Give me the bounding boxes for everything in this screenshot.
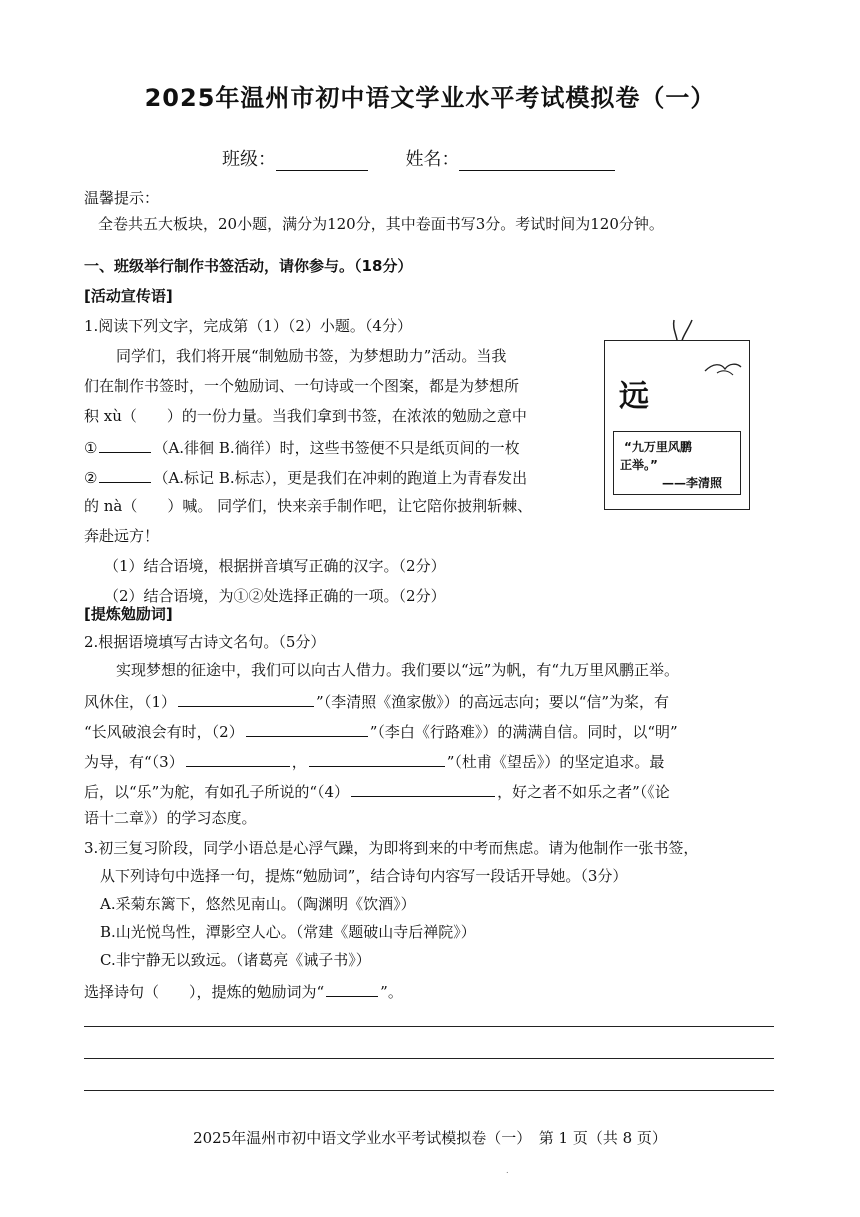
part2-label: [提炼勉励词] [84, 605, 173, 623]
tips-body: 全卷共五大板块，20小题，满分为120分，其中卷面书写3分。考试时间为120分钟。 [98, 215, 664, 233]
bookmark-card [604, 340, 750, 510]
q2-line-4-c: ”（杜甫《望岳》）的坚定追求。最 [446, 753, 665, 771]
q2-line-2-b: ”（李清照《渔家傲》）的高远志向；要以“信”为桨，有 [316, 693, 670, 711]
q2-line-1: 实现梦想的征途中，我们可以向古人借力。我们要以“远”为帆，有“九万里风鹏正举。 [116, 661, 680, 679]
blank-1[interactable] [99, 436, 151, 453]
blank-marker-1: ① [84, 439, 98, 457]
poem-blank-3a[interactable] [186, 750, 290, 767]
exam-title: 2025年温州市初中语文学业水平考试模拟卷（一） [144, 84, 716, 112]
q2-line-2 [84, 690, 669, 712]
q3-choose-b: ”。 [380, 983, 403, 1001]
q3-option-c: C.非宁静无以致远。（诸葛亮《诫子书》） [100, 951, 371, 969]
class-label: 班级： [222, 149, 276, 170]
q1-line-3: 积 xù（ ）的一份力量。当我们拿到书签，在浓浓的勉励之意中 [84, 407, 527, 425]
poem-blank-4[interactable] [351, 780, 495, 797]
q3-stem-1: 3.初三复习阶段，同学小语总是心浮气躁，为即将到来的中考而焦虑。请为他制作一张书签， [84, 839, 699, 857]
bird-icon [703, 359, 743, 379]
bookmark-character: 远 [619, 379, 649, 414]
bookmark-quote-line-1: “九万里风鹏 [624, 440, 692, 454]
q2-line-5-b: ，好之者不如乐之者”（《论 [497, 783, 670, 801]
q2-line-4-a: 为导，有“（3） [84, 753, 184, 771]
scan-dot: . [506, 1166, 509, 1175]
q3-option-b: B.山光悦鸟性，潭影空人心。（常建《题破山寺后禅院》） [100, 923, 476, 941]
q3-stem-2: 从下列诗句中选择一句，提炼“勉励词”，结合诗句内容写一段话开导她。（3分） [100, 867, 628, 885]
answer-line-3[interactable] [84, 1090, 774, 1091]
q1-stem: 1.阅读下列文字，完成第（1）（2）小题。（4分） [84, 317, 412, 335]
q2-line-3 [84, 720, 678, 742]
poem-blank-1[interactable] [178, 690, 314, 707]
q2-line-4-b: ， [291, 753, 307, 771]
blank-marker-2: ② [84, 469, 98, 487]
motto-blank[interactable] [326, 980, 378, 997]
q1-line-7: 奔赴远方！ [84, 527, 160, 545]
q3-choose-line [84, 980, 403, 1002]
q2-line-5-a: 后，以“乐”为舵，有如孔子所说的“（4） [84, 783, 350, 801]
bookmark-author: ——李清照 [662, 476, 723, 490]
bookmark-quote-line-2: 正举。” [620, 458, 658, 472]
q1-sub-2: （2）结合语境，为①②处选择正确的一项。（2分） [104, 587, 446, 605]
q1-line-4-text: （A.徘徊 B.徜徉）时，这些书签便不只是纸页间的一枚 [153, 439, 520, 457]
poem-blank-3b[interactable] [309, 750, 445, 767]
q1-line-5 [84, 466, 527, 488]
blank-2[interactable] [99, 466, 151, 483]
q1-line-5-text: （A.标记 B.标志），更是我们在冲刺的跑道上为青春发出 [153, 469, 528, 487]
q2-line-5 [84, 780, 670, 802]
part1-label: [活动宣传语] [84, 287, 173, 305]
q2-line-4 [84, 750, 664, 772]
bookmark-illustration [602, 318, 752, 512]
section1-heading: 一、班级举行制作书签活动，请你参与。（18分） [84, 257, 413, 275]
tips-heading: 温馨提示： [84, 189, 160, 207]
q1-line-4 [84, 436, 520, 458]
q2-stem: 2.根据语境填写古诗文名句。（5分） [84, 633, 326, 651]
name-label: 姓名： [405, 149, 460, 170]
q2-line-2-a: 风休住，（1） [84, 693, 177, 711]
q1-line-2: 们在制作书签时，一个勉励词、一句诗或一个图案，都是为梦想所 [84, 377, 520, 395]
q1-sub-1: （1）结合语境，根据拼音填写正确的汉字。（2分） [104, 557, 446, 575]
q1-line-6: 的 nà（ ）喊。 同学们，快来亲手制作吧，让它陪你披荆斩棘、 [84, 497, 533, 515]
q2-line-6: 语十二章》）的学习态度。 [84, 809, 257, 827]
page-footer: 2025年温州市初中语文学业水平考试模拟卷（一） 第 1 页（共 8 页） [193, 1129, 667, 1147]
poem-blank-2[interactable] [246, 720, 368, 737]
answer-line-1[interactable] [84, 1026, 774, 1027]
q1-line-1: 同学们，我们将开展“制勉励书签，为梦想助力”活动。当我 [116, 347, 507, 365]
class-field[interactable] [276, 150, 368, 171]
q3-option-a: A.采菊东篱下，悠然见南山。（陶渊明《饮酒》） [100, 895, 416, 913]
answer-line-2[interactable] [84, 1058, 774, 1059]
q2-line-3-b: ”（李白《行路难》）的满满自信。同时，以“明” [369, 723, 678, 741]
q3-choose-a: 选择诗句（ ），提炼的勉励词为“ [84, 983, 325, 1001]
name-field[interactable] [459, 150, 615, 171]
q2-line-3-a: “长风破浪会有时，（2） [84, 723, 244, 741]
bookmark-quote-box [613, 431, 741, 495]
class-name-line [222, 145, 615, 171]
